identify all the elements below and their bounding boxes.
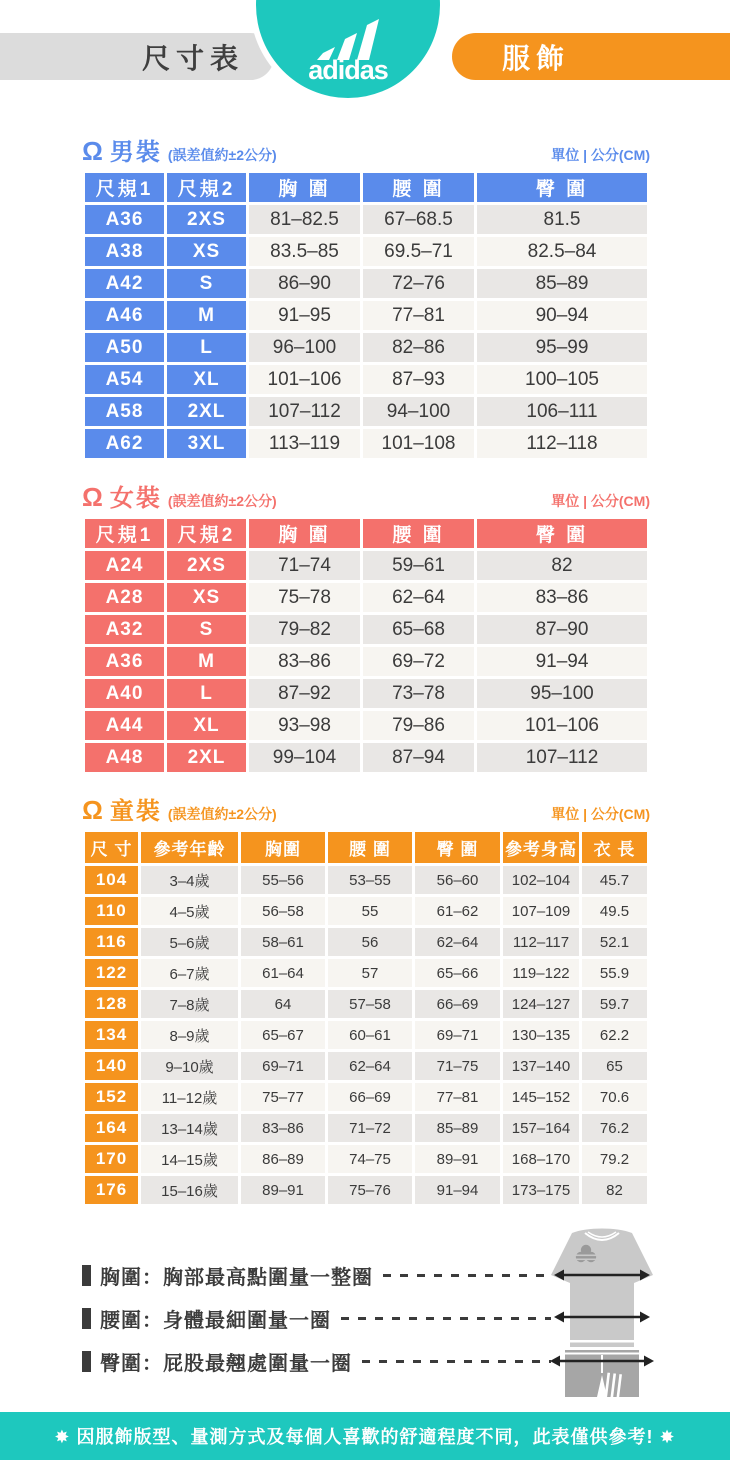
table-cell: 57 bbox=[328, 959, 412, 987]
table-cell: XS bbox=[167, 583, 246, 612]
table-cell: 62.2 bbox=[582, 1021, 647, 1049]
person-icon: Ω bbox=[82, 136, 103, 166]
table-cell: XL bbox=[167, 365, 246, 394]
unit-label: 單位 | 公分(CM) bbox=[551, 493, 650, 509]
column-header: 臀 圍 bbox=[415, 832, 500, 863]
table-cell: 94–100 bbox=[363, 397, 474, 426]
table-cell: 79–86 bbox=[363, 711, 474, 740]
section-title: 女裝 bbox=[109, 485, 162, 512]
table-cell: S bbox=[167, 615, 246, 644]
table-row bbox=[85, 1145, 647, 1173]
section-men-header bbox=[82, 132, 650, 164]
table-cell: A28 bbox=[85, 583, 164, 612]
table-cell: 91–94 bbox=[477, 647, 647, 676]
table-cell: A48 bbox=[85, 743, 164, 772]
column-header: 胸圍 bbox=[241, 832, 325, 863]
table-row bbox=[85, 237, 647, 266]
table-cell: 56–58 bbox=[241, 897, 325, 925]
table-cell: 79–82 bbox=[249, 615, 360, 644]
legend-text: 胸圍：胸部最高點圍量一整圈 bbox=[100, 1266, 373, 1289]
table-cell: 71–75 bbox=[415, 1052, 500, 1080]
column-header: 臀 圍 bbox=[477, 519, 647, 548]
table-row bbox=[85, 333, 647, 362]
table-cell: 4–5歲 bbox=[141, 897, 238, 925]
table-cell: 102–104 bbox=[503, 866, 579, 894]
table-cell: 86–89 bbox=[241, 1145, 325, 1173]
tolerance-note: (誤差值約±2公分) bbox=[167, 493, 277, 509]
table-row bbox=[85, 897, 647, 925]
table-cell: 55.9 bbox=[582, 959, 647, 987]
table-cell: 107–112 bbox=[249, 397, 360, 426]
table-cell: 170 bbox=[85, 1145, 138, 1173]
tshirt-shorts-illustration bbox=[550, 1225, 655, 1401]
table-row bbox=[85, 429, 647, 458]
table-row bbox=[85, 583, 647, 612]
table-row bbox=[85, 928, 647, 956]
table-row bbox=[85, 301, 647, 330]
column-header: 腰 圍 bbox=[363, 519, 474, 548]
bullet-bar-icon bbox=[82, 1308, 91, 1329]
table-cell: 89–91 bbox=[241, 1176, 325, 1204]
table-cell: A42 bbox=[85, 269, 164, 298]
table-row bbox=[85, 1083, 647, 1111]
table-cell: 56 bbox=[328, 928, 412, 956]
column-header: 胸 圍 bbox=[249, 173, 360, 202]
size-chart-label: 尺寸表 bbox=[141, 42, 244, 74]
table-cell: 96–100 bbox=[249, 333, 360, 362]
tolerance-note: (誤差值約±2公分) bbox=[167, 806, 277, 822]
table-cell: 69–72 bbox=[363, 647, 474, 676]
table-cell: 55–56 bbox=[241, 866, 325, 894]
table-cell: 69–71 bbox=[241, 1052, 325, 1080]
table-row bbox=[85, 990, 647, 1018]
table-cell: 122 bbox=[85, 959, 138, 987]
table-cell: 71–74 bbox=[249, 551, 360, 580]
section-women bbox=[82, 478, 650, 775]
table-cell: A32 bbox=[85, 615, 164, 644]
table-cell: A46 bbox=[85, 301, 164, 330]
table-cell: 89–91 bbox=[415, 1145, 500, 1173]
table-cell: 75–76 bbox=[328, 1176, 412, 1204]
table-cell: 81–82.5 bbox=[249, 205, 360, 234]
table-cell: 99–104 bbox=[249, 743, 360, 772]
column-header: 參考身高 bbox=[503, 832, 579, 863]
table-cell: A58 bbox=[85, 397, 164, 426]
table-cell: 87–90 bbox=[477, 615, 647, 644]
table-cell: 90–94 bbox=[477, 301, 647, 330]
table-cell: 95–100 bbox=[477, 679, 647, 708]
column-header: 尺規2 bbox=[167, 173, 246, 202]
header-row bbox=[85, 519, 647, 548]
table-cell: 76.2 bbox=[582, 1114, 647, 1142]
table-cell: 91–94 bbox=[415, 1176, 500, 1204]
table-cell: 62–64 bbox=[363, 583, 474, 612]
adidas-wordmark: adidas bbox=[308, 55, 388, 85]
table-cell: 2XS bbox=[167, 551, 246, 580]
brand-badge bbox=[250, 0, 446, 104]
section-men bbox=[82, 132, 650, 461]
table-cell: 9–10歲 bbox=[141, 1052, 238, 1080]
table-cell: 116 bbox=[85, 928, 138, 956]
table-cell: 66–69 bbox=[328, 1083, 412, 1111]
column-header: 腰 圍 bbox=[328, 832, 412, 863]
table-cell: 74–75 bbox=[328, 1145, 412, 1173]
table-cell: 173–175 bbox=[503, 1176, 579, 1204]
tolerance-note: (誤差值約±2公分) bbox=[167, 147, 277, 163]
table-cell: 58–61 bbox=[241, 928, 325, 956]
dashed-leader-line bbox=[383, 1274, 551, 1277]
bullet-bar-icon bbox=[82, 1351, 91, 1372]
column-header: 尺規1 bbox=[85, 173, 164, 202]
table-cell: 85–89 bbox=[477, 269, 647, 298]
table-cell: 81.5 bbox=[477, 205, 647, 234]
table-row bbox=[85, 205, 647, 234]
table-cell: 82 bbox=[582, 1176, 647, 1204]
header-row bbox=[85, 173, 647, 202]
table-row bbox=[85, 551, 647, 580]
table-cell: 104 bbox=[85, 866, 138, 894]
table-cell: 72–76 bbox=[363, 269, 474, 298]
legend-waist bbox=[82, 1304, 551, 1332]
table-cell: 157–164 bbox=[503, 1114, 579, 1142]
header-row bbox=[85, 832, 647, 863]
table-cell: 77–81 bbox=[363, 301, 474, 330]
table-cell: 15–16歲 bbox=[141, 1176, 238, 1204]
table-cell: 128 bbox=[85, 990, 138, 1018]
table-cell: M bbox=[167, 647, 246, 676]
table-cell: 83–86 bbox=[241, 1114, 325, 1142]
section-title: 童裝 bbox=[109, 798, 162, 825]
legend-chest bbox=[82, 1261, 551, 1289]
section-kids-header bbox=[82, 791, 650, 823]
table-cell: A36 bbox=[85, 205, 164, 234]
table-cell: 75–78 bbox=[249, 583, 360, 612]
table-cell: 71–72 bbox=[328, 1114, 412, 1142]
table-cell: 95–99 bbox=[477, 333, 647, 362]
disclaimer-text: ✸ 因服飾版型、量測方式及每個人喜歡的舒適程度不同，此表僅供參考! ✸ bbox=[54, 1427, 676, 1447]
table-row bbox=[85, 711, 647, 740]
table-row bbox=[85, 866, 647, 894]
table-row bbox=[85, 615, 647, 644]
table-row bbox=[85, 1052, 647, 1080]
table-cell: 83–86 bbox=[477, 583, 647, 612]
table-cell: 3–4歲 bbox=[141, 866, 238, 894]
table-row bbox=[85, 743, 647, 772]
table-row bbox=[85, 1021, 647, 1049]
table-cell: 2XL bbox=[167, 397, 246, 426]
measurement-legend bbox=[82, 1225, 655, 1401]
table-cell: 85–89 bbox=[415, 1114, 500, 1142]
table-cell: 65–66 bbox=[415, 959, 500, 987]
table-cell: 124–127 bbox=[503, 990, 579, 1018]
table-cell: 3XL bbox=[167, 429, 246, 458]
table-cell: 93–98 bbox=[249, 711, 360, 740]
table-cell: 107–109 bbox=[503, 897, 579, 925]
size-chart-banner bbox=[0, 33, 274, 80]
table-cell: A36 bbox=[85, 647, 164, 676]
table-cell: 65–68 bbox=[363, 615, 474, 644]
table-cell: M bbox=[167, 301, 246, 330]
table-cell: 66–69 bbox=[415, 990, 500, 1018]
table-cell: 70.6 bbox=[582, 1083, 647, 1111]
table-cell: 137–140 bbox=[503, 1052, 579, 1080]
table-cell: 112–117 bbox=[503, 928, 579, 956]
table-cell: 14–15歲 bbox=[141, 1145, 238, 1173]
dashed-leader-line bbox=[362, 1360, 551, 1363]
table-cell: A50 bbox=[85, 333, 164, 362]
table-cell: 11–12歲 bbox=[141, 1083, 238, 1111]
table-cell: 69–71 bbox=[415, 1021, 500, 1049]
table-cell: 57–58 bbox=[328, 990, 412, 1018]
table-cell: 65–67 bbox=[241, 1021, 325, 1049]
table-cell: 91–95 bbox=[249, 301, 360, 330]
table-cell: 113–119 bbox=[249, 429, 360, 458]
table-cell: 53–55 bbox=[328, 866, 412, 894]
kids-size-table bbox=[82, 829, 650, 1207]
section-kids bbox=[82, 791, 650, 1207]
table-cell: 65 bbox=[582, 1052, 647, 1080]
women-size-table bbox=[82, 516, 650, 775]
table-cell: 61–64 bbox=[241, 959, 325, 987]
table-cell: 62–64 bbox=[328, 1052, 412, 1080]
table-cell: 8–9歲 bbox=[141, 1021, 238, 1049]
legend-text: 臀圍：屁股最翹處圍量一圈 bbox=[100, 1352, 352, 1375]
table-cell: 73–78 bbox=[363, 679, 474, 708]
table-row bbox=[85, 647, 647, 676]
column-header: 尺 寸 bbox=[85, 832, 138, 863]
table-cell: 145–152 bbox=[503, 1083, 579, 1111]
dashed-leader-line bbox=[341, 1317, 551, 1320]
table-cell: 101–106 bbox=[477, 711, 647, 740]
column-header: 參考年齡 bbox=[141, 832, 238, 863]
legend-hip bbox=[82, 1347, 551, 1375]
section-women-header bbox=[82, 478, 650, 510]
table-cell: 56–60 bbox=[415, 866, 500, 894]
table-cell: 152 bbox=[85, 1083, 138, 1111]
table-cell: 87–93 bbox=[363, 365, 474, 394]
table-cell: 45.7 bbox=[582, 866, 647, 894]
table-cell: 100–105 bbox=[477, 365, 647, 394]
table-cell: 107–112 bbox=[477, 743, 647, 772]
table-cell: A44 bbox=[85, 711, 164, 740]
table-cell: S bbox=[167, 269, 246, 298]
table-cell: 82–86 bbox=[363, 333, 474, 362]
table-cell: 176 bbox=[85, 1176, 138, 1204]
table-cell: 112–118 bbox=[477, 429, 647, 458]
table-cell: 168–170 bbox=[503, 1145, 579, 1173]
table-cell: 49.5 bbox=[582, 897, 647, 925]
unit-label: 單位 | 公分(CM) bbox=[551, 806, 650, 822]
table-cell: 2XS bbox=[167, 205, 246, 234]
table-cell: 134 bbox=[85, 1021, 138, 1049]
table-cell: 64 bbox=[241, 990, 325, 1018]
table-cell: A62 bbox=[85, 429, 164, 458]
table-cell: 164 bbox=[85, 1114, 138, 1142]
table-cell: 101–106 bbox=[249, 365, 360, 394]
table-cell: 55 bbox=[328, 897, 412, 925]
disclaimer-banner bbox=[0, 1412, 730, 1460]
table-cell: 13–14歲 bbox=[141, 1114, 238, 1142]
table-cell: 101–108 bbox=[363, 429, 474, 458]
section-title: 男裝 bbox=[109, 139, 162, 166]
table-cell: 86–90 bbox=[249, 269, 360, 298]
table-cell: A38 bbox=[85, 237, 164, 266]
table-cell: L bbox=[167, 679, 246, 708]
table-row bbox=[85, 1176, 647, 1204]
table-cell: XL bbox=[167, 711, 246, 740]
table-cell: 52.1 bbox=[582, 928, 647, 956]
table-cell: 59.7 bbox=[582, 990, 647, 1018]
category-label: 服飾 bbox=[502, 42, 571, 74]
table-cell: 119–122 bbox=[503, 959, 579, 987]
category-banner bbox=[452, 33, 730, 80]
page-header bbox=[0, 0, 730, 108]
table-cell: 140 bbox=[85, 1052, 138, 1080]
table-cell: 67–68.5 bbox=[363, 205, 474, 234]
table-cell: A40 bbox=[85, 679, 164, 708]
three-stripes-icon bbox=[605, 1373, 622, 1399]
table-cell: 82.5–84 bbox=[477, 237, 647, 266]
table-cell: 5–6歲 bbox=[141, 928, 238, 956]
table-cell: A24 bbox=[85, 551, 164, 580]
table-cell: A54 bbox=[85, 365, 164, 394]
table-row bbox=[85, 1114, 647, 1142]
column-header: 臀 圍 bbox=[477, 173, 647, 202]
table-cell: 130–135 bbox=[503, 1021, 579, 1049]
column-header: 尺規1 bbox=[85, 519, 164, 548]
column-header: 腰 圍 bbox=[363, 173, 474, 202]
table-cell: 110 bbox=[85, 897, 138, 925]
table-row bbox=[85, 365, 647, 394]
table-cell: 62–64 bbox=[415, 928, 500, 956]
table-cell: 61–62 bbox=[415, 897, 500, 925]
table-cell: 77–81 bbox=[415, 1083, 500, 1111]
unit-label: 單位 | 公分(CM) bbox=[551, 147, 650, 163]
table-cell: 79.2 bbox=[582, 1145, 647, 1173]
table-cell: 7–8歲 bbox=[141, 990, 238, 1018]
table-row bbox=[85, 959, 647, 987]
table-cell: 6–7歲 bbox=[141, 959, 238, 987]
person-icon: Ω bbox=[82, 482, 103, 512]
table-cell: 69.5–71 bbox=[363, 237, 474, 266]
table-cell: XS bbox=[167, 237, 246, 266]
men-size-table bbox=[82, 170, 650, 461]
table-cell: 2XL bbox=[167, 743, 246, 772]
table-cell: L bbox=[167, 333, 246, 362]
table-cell: 82 bbox=[477, 551, 647, 580]
column-header: 衣 長 bbox=[582, 832, 647, 863]
column-header: 尺規2 bbox=[167, 519, 246, 548]
table-cell: 60–61 bbox=[328, 1021, 412, 1049]
table-cell: 83–86 bbox=[249, 647, 360, 676]
table-cell: 106–111 bbox=[477, 397, 647, 426]
table-row bbox=[85, 269, 647, 298]
legend-text: 腰圍：身體最細圍量一圈 bbox=[100, 1309, 331, 1332]
table-row bbox=[85, 397, 647, 426]
bullet-bar-icon bbox=[82, 1265, 91, 1286]
table-cell: 87–94 bbox=[363, 743, 474, 772]
table-cell: 59–61 bbox=[363, 551, 474, 580]
person-icon: Ω bbox=[82, 795, 103, 825]
table-cell: 75–77 bbox=[241, 1083, 325, 1111]
table-row bbox=[85, 679, 647, 708]
table-cell: 83.5–85 bbox=[249, 237, 360, 266]
column-header: 胸 圍 bbox=[249, 519, 360, 548]
table-cell: 87–92 bbox=[249, 679, 360, 708]
